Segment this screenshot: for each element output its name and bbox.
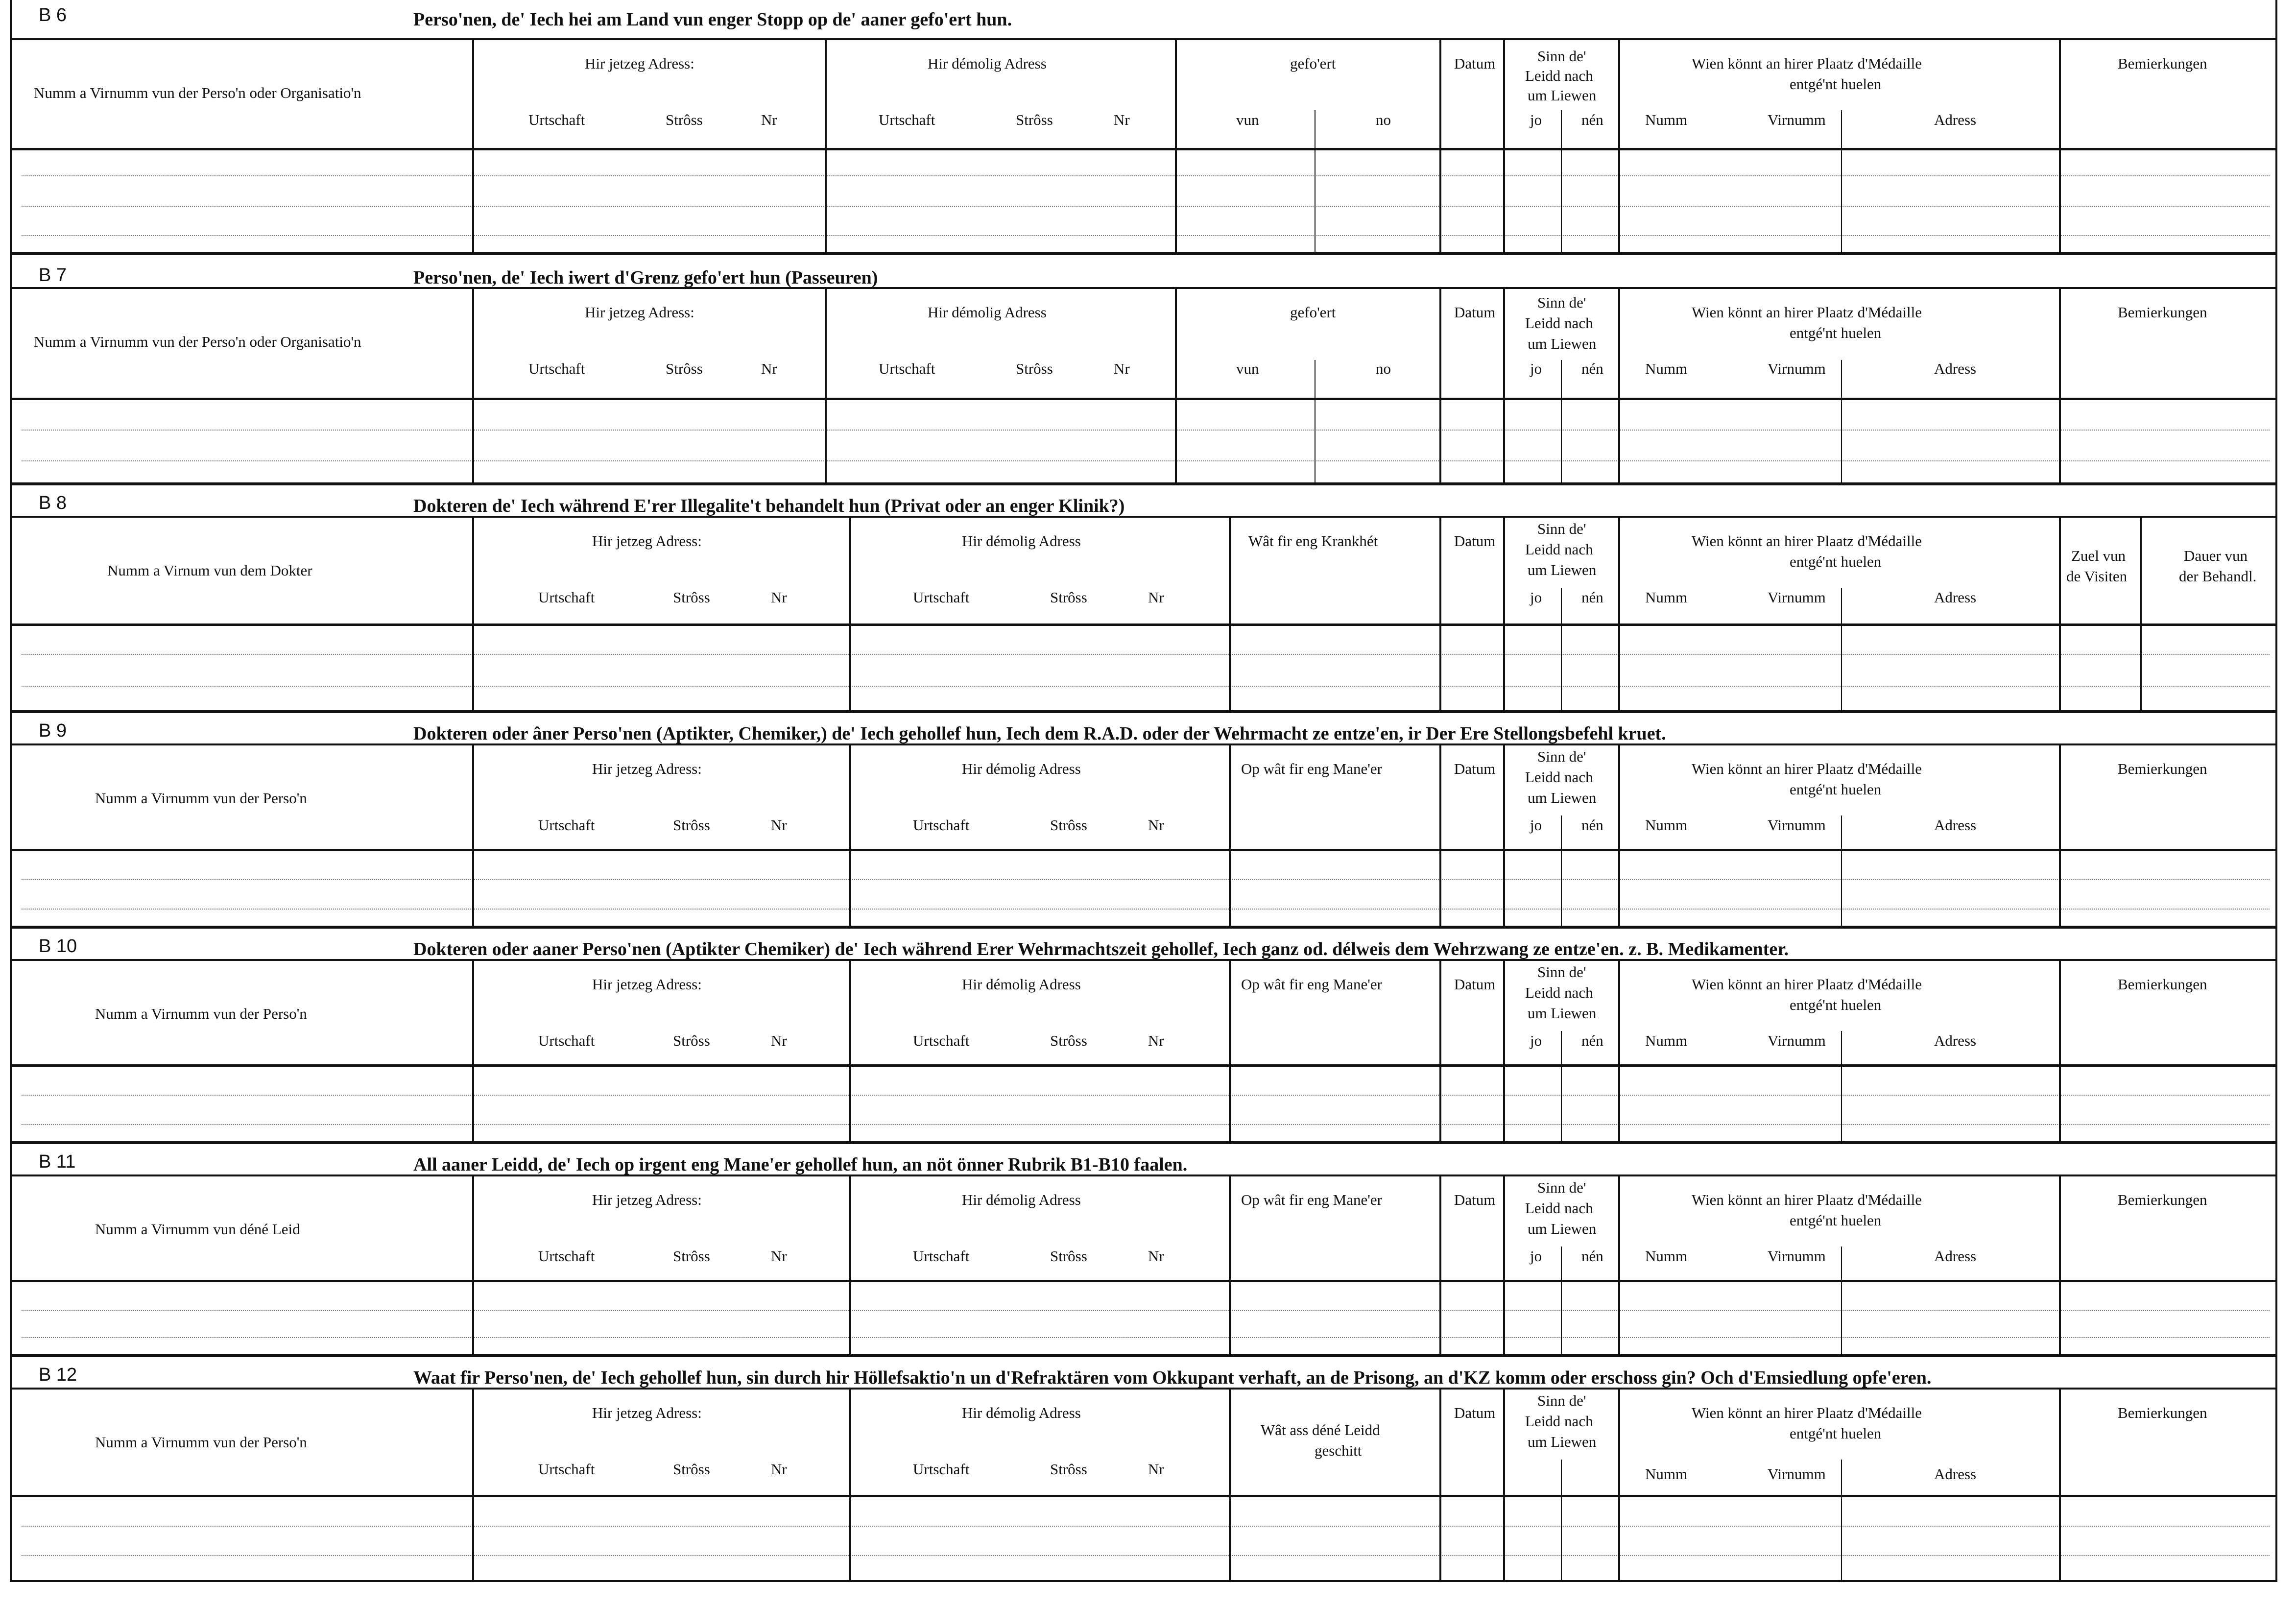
surname-header: Numm xyxy=(1645,1247,1688,1265)
number-header: Nr xyxy=(1148,1032,1164,1049)
row-divider xyxy=(12,1495,2275,1497)
column-rule xyxy=(1229,745,1231,926)
column-rule xyxy=(825,289,827,482)
current-address-header: Hir jetzeg Adress: xyxy=(592,532,702,550)
alive-header-3: um Liewen xyxy=(1528,1433,1597,1450)
alive-header-3: um Liewen xyxy=(1528,561,1597,578)
column-rule xyxy=(849,745,851,926)
column-rule xyxy=(2059,745,2061,926)
yes-header: jo xyxy=(1530,1247,1542,1265)
firstname-header: Virnumm xyxy=(1768,1465,1826,1483)
entry-line[interactable] xyxy=(22,206,2270,207)
alive-header-1: Sinn de' xyxy=(1537,520,1586,537)
locality-header: Urtschaft xyxy=(913,1461,970,1478)
section-code: B 10 xyxy=(39,936,77,957)
street-header: Strôss xyxy=(1050,1461,1087,1478)
section-code: B 11 xyxy=(39,1151,76,1172)
to-header: no xyxy=(1376,360,1391,377)
medal-header-2: entgé'nt huelen xyxy=(1790,553,1882,570)
column-rule xyxy=(1229,961,1231,1141)
column-rule xyxy=(2059,961,2061,1141)
medal-header-1: Wien könnt an hirer Plaatz d'Médaille xyxy=(1692,304,1922,321)
alive-header-3: um Liewen xyxy=(1528,789,1597,806)
number-header: Nr xyxy=(771,1032,787,1049)
section-code: B 12 xyxy=(39,1365,77,1385)
street-header: Strôss xyxy=(673,816,710,834)
column-rule xyxy=(1618,289,1620,482)
alive-header-3: um Liewen xyxy=(1528,1220,1597,1237)
locality-header: Urtschaft xyxy=(538,1461,595,1478)
duration-header-2: der Behandl. xyxy=(2179,568,2257,585)
street-header: Strôss xyxy=(1016,360,1053,377)
section-title: Dokteren oder aaner Perso'nen (Aptikter Chemiker) de' Iech während Erer Wehrmachtszeit gehollef, Iech ganz od. délweis dem Wehrzwang ze entze'en. z. B. Medikamenter. xyxy=(413,939,1789,959)
section-code: B 9 xyxy=(39,720,67,741)
column-rule xyxy=(1618,518,1620,710)
section-title: Waat fir Perso'nen, de' Iech gehollef hun, sin durch hir Höllefsaktio'n un d'Refraktären vom Okkupant verhaft, an de Prisong, an d'KZ komm oder erschoss gin? Och d'Emsiedlung opfe'eren. xyxy=(413,1367,1932,1388)
section-b10 xyxy=(12,926,2275,1141)
no-header: nén xyxy=(1581,816,1603,834)
column-rule xyxy=(1561,815,1562,926)
alive-header-1: Sinn de' xyxy=(1537,294,1586,311)
current-address-header: Hir jetzeg Adress: xyxy=(592,1404,702,1421)
alive-header-2: Leidd nach xyxy=(1525,1199,1593,1217)
column-rule xyxy=(1503,961,1505,1141)
column-rule xyxy=(1561,110,1562,252)
column-rule xyxy=(1841,360,1842,482)
street-header: Strôss xyxy=(1050,589,1087,606)
locality-header: Urtschaft xyxy=(913,1247,970,1265)
section-title: All aaner Leidd, de' Iech op irgent eng Mane'er gehollef hun, an nöt önner Rubrik B1-B10 faalen. xyxy=(413,1154,1188,1175)
name-column-header: Numm a Virnumm vun der Perso'n xyxy=(95,1005,307,1022)
no-header: nén xyxy=(1581,1032,1603,1049)
number-header: Nr xyxy=(761,360,777,377)
street-header: Strôss xyxy=(1050,1032,1087,1049)
current-address-header: Hir jetzeg Adress: xyxy=(585,304,694,321)
yes-header: jo xyxy=(1530,111,1542,128)
column-rule xyxy=(1503,1390,1505,1580)
section-header xyxy=(12,482,2275,518)
column-rule xyxy=(1175,40,1177,252)
alive-header-2: Leidd nach xyxy=(1525,1413,1593,1430)
column-rule xyxy=(472,289,474,482)
locality-header: Urtschaft xyxy=(913,589,970,606)
address-header: Adress xyxy=(1934,1465,1977,1483)
header-grid xyxy=(12,289,2275,399)
section-b7 xyxy=(12,252,2275,482)
section-b12 xyxy=(12,1354,2275,1580)
current-address-header: Hir jetzeg Adress: xyxy=(585,55,694,72)
remarks-header: Bemierkungen xyxy=(2118,976,2207,993)
column-rule xyxy=(1618,745,1620,926)
column-rule xyxy=(1841,1460,1842,1580)
column-rule xyxy=(1503,518,1505,710)
manner-header: Op wât fir eng Mane'er xyxy=(1241,1191,1382,1208)
column-rule xyxy=(1841,588,1842,710)
surname-header: Numm xyxy=(1645,1465,1688,1483)
column-rule xyxy=(1561,1246,1562,1354)
column-rule xyxy=(849,1390,851,1580)
number-header: Nr xyxy=(1148,1247,1164,1265)
section-title: Dokteren de' Iech während E'rer Illegalite't behandelt hun (Privat oder an enger Klinik?) xyxy=(413,496,1125,516)
number-header: Nr xyxy=(761,111,777,128)
section-header xyxy=(12,710,2275,745)
medal-header-2: entgé'nt huelen xyxy=(1790,996,1882,1013)
alive-header-3: um Liewen xyxy=(1528,1005,1597,1022)
column-rule xyxy=(849,961,851,1141)
column-rule xyxy=(1841,1246,1842,1354)
row-divider xyxy=(12,623,2275,626)
column-rule xyxy=(2059,289,2061,482)
alive-header-2: Leidd nach xyxy=(1525,768,1593,786)
medal-header-2: entgé'nt huelen xyxy=(1790,1212,1882,1229)
column-rule xyxy=(1561,1460,1562,1580)
number-header: Nr xyxy=(1148,816,1164,834)
column-rule xyxy=(825,40,827,252)
row-divider xyxy=(12,398,2275,400)
street-header: Strôss xyxy=(673,1461,710,1478)
entry-line[interactable] xyxy=(22,460,2270,461)
yes-header: jo xyxy=(1530,589,1542,606)
name-column-header: Numm a Virnum vun dem Dokter xyxy=(107,562,312,579)
illness-header: Wât fir eng Krankhét xyxy=(1248,532,1378,550)
alive-header-1: Sinn de' xyxy=(1537,1179,1586,1196)
header-grid xyxy=(12,518,2275,625)
medal-header-2: entgé'nt huelen xyxy=(1790,1425,1882,1442)
transported-header: gefo'ert xyxy=(1290,55,1336,72)
section-b6 xyxy=(12,0,2275,252)
section-title: Perso'nen, de' Iech hei am Land vun enger Stopp op de' aaner gefo'ert hun. xyxy=(413,9,1012,30)
date-header: Datum xyxy=(1454,55,1496,72)
number-header: Nr xyxy=(771,589,787,606)
column-rule xyxy=(1618,961,1620,1141)
section-code: B 7 xyxy=(39,265,67,286)
entry-line[interactable] xyxy=(22,1095,2270,1096)
row-divider xyxy=(12,148,2275,150)
no-header: nén xyxy=(1581,360,1603,377)
firstname-header: Virnumm xyxy=(1768,1247,1826,1265)
remarks-header: Bemierkungen xyxy=(2118,1191,2207,1208)
locality-header: Urtschaft xyxy=(538,1032,595,1049)
street-header: Strôss xyxy=(666,111,703,128)
transported-header: gefo'ert xyxy=(1290,304,1336,321)
remarks-header: Bemierkungen xyxy=(2118,760,2207,777)
locality-header: Urtschaft xyxy=(538,1247,595,1265)
former-address-header: Hir démolig Adress xyxy=(962,1404,1081,1421)
column-rule xyxy=(1229,518,1231,710)
entry-line[interactable] xyxy=(22,1310,2270,1311)
manner-header: Op wât fir eng Mane'er xyxy=(1241,760,1382,777)
medal-header-1: Wien könnt an hirer Plaatz d'Médaille xyxy=(1692,1404,1922,1421)
medal-header-2: entgé'nt huelen xyxy=(1790,324,1882,341)
column-rule xyxy=(1503,40,1505,252)
section-code: B 6 xyxy=(39,5,67,25)
firstname-header: Virnumm xyxy=(1768,589,1826,606)
entry-line[interactable] xyxy=(22,909,2270,910)
firstname-header: Virnumm xyxy=(1768,1032,1826,1049)
section-code: B 8 xyxy=(39,493,67,513)
former-address-header: Hir démolig Adress xyxy=(928,55,1047,72)
name-column-header: Numm a Virnumm vun der Perso'n oder Organisatio'n xyxy=(34,84,361,101)
name-column-header: Numm a Virnumm vun der Perso'n xyxy=(95,1434,307,1451)
alive-header-2: Leidd nach xyxy=(1525,984,1593,1001)
name-column-header: Numm a Virnumm vun déné Leid xyxy=(95,1221,300,1238)
header-grid xyxy=(12,1176,2275,1282)
section-b8 xyxy=(12,482,2275,710)
address-header: Adress xyxy=(1934,816,1977,834)
alive-header-1: Sinn de' xyxy=(1537,748,1586,765)
street-header: Strôss xyxy=(673,589,710,606)
medal-header-1: Wien könnt an hirer Plaatz d'Médaille xyxy=(1692,976,1922,993)
street-header: Strôss xyxy=(1050,1247,1087,1265)
firstname-header: Virnumm xyxy=(1768,111,1826,128)
number-header: Nr xyxy=(1114,360,1130,377)
section-title: Dokteren oder âner Perso'nen (Aptikter, Chemiker,) de' Iech gehollef hun, Iech dem R.A.D. oder der Wehrmacht ze entze'en, ir Der Ere Stellongsbefehl kruet. xyxy=(413,723,1666,744)
manner-header: Op wât fir eng Mane'er xyxy=(1241,976,1382,993)
column-rule xyxy=(2140,518,2142,710)
header-grid xyxy=(12,40,2275,150)
row-divider xyxy=(12,1280,2275,1282)
header-grid xyxy=(12,1390,2275,1495)
column-rule xyxy=(1841,815,1842,926)
date-header: Datum xyxy=(1454,976,1496,993)
former-address-header: Hir démolig Adress xyxy=(928,304,1047,321)
number-header: Nr xyxy=(771,816,787,834)
firstname-header: Virnumm xyxy=(1768,360,1826,377)
section-b11 xyxy=(12,1141,2275,1354)
surname-header: Numm xyxy=(1645,816,1688,834)
surname-header: Numm xyxy=(1645,111,1688,128)
column-rule xyxy=(472,518,474,710)
column-rule xyxy=(1618,1176,1620,1354)
column-rule xyxy=(1841,110,1842,252)
no-header: nén xyxy=(1581,111,1603,128)
header-grid xyxy=(12,745,2275,851)
column-rule xyxy=(1503,289,1505,482)
column-rule xyxy=(472,1176,474,1354)
row-divider xyxy=(12,1064,2275,1067)
alive-header-3: um Liewen xyxy=(1528,335,1597,352)
column-rule xyxy=(1229,1390,1231,1580)
header-grid xyxy=(12,961,2275,1066)
entry-line[interactable] xyxy=(22,175,2270,176)
column-rule xyxy=(1561,588,1562,710)
date-header: Datum xyxy=(1454,304,1496,321)
column-rule xyxy=(472,1390,474,1580)
section-b9 xyxy=(12,710,2275,926)
street-header: Strôss xyxy=(1016,111,1053,128)
column-rule xyxy=(1503,1176,1505,1354)
current-address-header: Hir jetzeg Adress: xyxy=(592,1191,702,1208)
current-address-header: Hir jetzeg Adress: xyxy=(592,976,702,993)
section-header xyxy=(12,926,2275,961)
entry-line[interactable] xyxy=(22,235,2270,236)
column-rule xyxy=(472,745,474,926)
street-header: Strôss xyxy=(1050,816,1087,834)
alive-header-1: Sinn de' xyxy=(1537,963,1586,981)
duration-header-1: Dauer vun xyxy=(2184,547,2248,564)
surname-header: Numm xyxy=(1645,360,1688,377)
entry-line[interactable] xyxy=(22,430,2270,431)
column-rule xyxy=(2059,1176,2061,1354)
entry-line[interactable] xyxy=(22,654,2270,655)
column-rule xyxy=(472,961,474,1141)
street-header: Strôss xyxy=(673,1032,710,1049)
column-rule xyxy=(1618,1390,1620,1580)
medal-header-1: Wien könnt an hirer Plaatz d'Médaille xyxy=(1692,760,1922,777)
address-header: Adress xyxy=(1934,360,1977,377)
alive-header-1: Sinn de' xyxy=(1537,48,1586,65)
column-rule xyxy=(1439,961,1441,1141)
section-header xyxy=(12,1354,2275,1390)
date-header: Datum xyxy=(1454,532,1496,550)
yes-header: jo xyxy=(1530,1032,1542,1049)
street-header: Strôss xyxy=(673,1247,710,1265)
column-rule xyxy=(1561,360,1562,482)
alive-header-2: Leidd nach xyxy=(1525,541,1593,558)
number-header: Nr xyxy=(1148,1461,1164,1478)
from-header: vun xyxy=(1236,111,1259,128)
number-header: Nr xyxy=(771,1461,787,1478)
medal-header-2: entgé'nt huelen xyxy=(1790,781,1882,798)
locality-header: Urtschaft xyxy=(538,816,595,834)
from-header: vun xyxy=(1236,360,1259,377)
column-rule xyxy=(1229,1176,1231,1354)
medal-header-1: Wien könnt an hirer Plaatz d'Médaille xyxy=(1692,1191,1922,1208)
locality-header: Urtschaft xyxy=(538,589,595,606)
former-address-header: Hir démolig Adress xyxy=(962,1191,1081,1208)
no-header: nén xyxy=(1581,589,1603,606)
alive-header-2: Leidd nach xyxy=(1525,67,1593,84)
name-column-header: Numm a Virnumm vun der Perso'n xyxy=(95,790,307,807)
column-rule xyxy=(1439,1176,1441,1354)
former-address-header: Hir démolig Adress xyxy=(962,976,1081,993)
what-happened-header-1: Wât ass déné Leidd xyxy=(1261,1421,1380,1438)
yes-header: jo xyxy=(1530,360,1542,377)
name-column-header: Numm a Virnumm vun der Perso'n oder Organisatio'n xyxy=(34,333,361,350)
column-rule xyxy=(2059,40,2061,252)
number-header: Nr xyxy=(1114,111,1130,128)
section-title: Perso'nen, de' Iech iwert d'Grenz gefo'ert hun (Passeuren) xyxy=(413,267,878,288)
remarks-header: Bemierkungen xyxy=(2118,55,2207,72)
what-happened-header-2: geschitt xyxy=(1315,1442,1362,1459)
section-header xyxy=(12,252,2275,289)
address-header: Adress xyxy=(1934,1247,1977,1265)
column-rule xyxy=(1503,745,1505,926)
remarks-header: Bemierkungen xyxy=(2118,304,2207,321)
column-rule xyxy=(1439,40,1441,252)
street-header: Strôss xyxy=(666,360,703,377)
entry-line[interactable] xyxy=(22,1124,2270,1125)
former-address-header: Hir démolig Adress xyxy=(962,532,1081,550)
visits-header-1: Zuel vun xyxy=(2071,547,2126,564)
alive-header-1: Sinn de' xyxy=(1537,1392,1586,1409)
address-header: Adress xyxy=(1934,1032,1977,1049)
no-header: nén xyxy=(1581,1247,1603,1265)
column-rule xyxy=(2059,518,2061,710)
locality-header: Urtschaft xyxy=(913,1032,970,1049)
column-rule xyxy=(472,40,474,252)
locality-header: Urtschaft xyxy=(879,360,935,377)
column-rule xyxy=(1439,289,1441,482)
date-header: Datum xyxy=(1454,1404,1496,1421)
section-header xyxy=(12,0,2275,40)
entry-line[interactable] xyxy=(22,1555,2270,1556)
entry-line[interactable] xyxy=(22,686,2270,687)
column-rule xyxy=(1561,1031,1562,1141)
visits-header-2: de Visiten xyxy=(2066,568,2128,585)
entry-line[interactable] xyxy=(22,879,2270,880)
former-address-header: Hir démolig Adress xyxy=(962,760,1081,777)
column-rule xyxy=(849,518,851,710)
address-header: Adress xyxy=(1934,589,1977,606)
medal-header-1: Wien könnt an hirer Plaatz d'Médaille xyxy=(1692,55,1922,72)
column-rule xyxy=(2059,1390,2061,1580)
yes-header: jo xyxy=(1530,816,1542,834)
row-divider xyxy=(12,849,2275,851)
column-rule xyxy=(1439,518,1441,710)
surname-header: Numm xyxy=(1645,589,1688,606)
column-rule xyxy=(1841,1031,1842,1141)
section-header xyxy=(12,1141,2275,1176)
remarks-header: Bemierkungen xyxy=(2118,1404,2207,1421)
column-rule xyxy=(1175,289,1177,482)
medal-header-2: entgé'nt huelen xyxy=(1790,75,1882,93)
column-rule xyxy=(1439,745,1441,926)
surname-header: Numm xyxy=(1645,1032,1688,1049)
column-rule xyxy=(1439,1390,1441,1580)
column-rule xyxy=(1618,40,1620,252)
date-header: Datum xyxy=(1454,1191,1496,1208)
address-header: Adress xyxy=(1934,111,1977,128)
locality-header: Urtschaft xyxy=(879,111,935,128)
locality-header: Urtschaft xyxy=(913,816,970,834)
current-address-header: Hir jetzeg Adress: xyxy=(592,760,702,777)
column-rule xyxy=(849,1176,851,1354)
entry-line[interactable] xyxy=(22,1337,2270,1338)
medal-header-1: Wien könnt an hirer Plaatz d'Médaille xyxy=(1692,532,1922,550)
locality-header: Urtschaft xyxy=(528,111,585,128)
number-header: Nr xyxy=(1148,589,1164,606)
entry-line[interactable] xyxy=(22,1526,2270,1527)
form-sheet xyxy=(10,0,2277,1582)
firstname-header: Virnumm xyxy=(1768,816,1826,834)
to-header: no xyxy=(1376,111,1391,128)
locality-header: Urtschaft xyxy=(528,360,585,377)
date-header: Datum xyxy=(1454,760,1496,777)
number-header: Nr xyxy=(771,1247,787,1265)
alive-header-2: Leidd nach xyxy=(1525,314,1593,332)
alive-header-3: um Liewen xyxy=(1528,87,1597,104)
